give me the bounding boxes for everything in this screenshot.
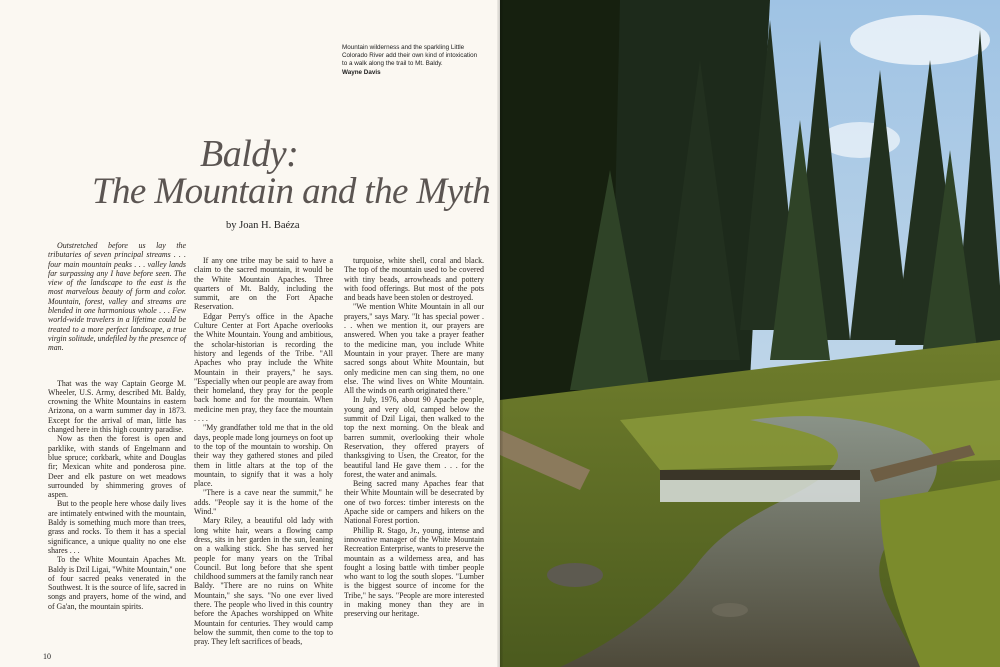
- paragraph: turquoise, white shell, coral and black. The top of the mountain used to be covered with tiny beads, arrowheads and pottery with food offerings. But most of the pots and beads have been stolen or destroyed.: [344, 256, 484, 303]
- byline: by Joan H. Baéza: [226, 220, 300, 231]
- photo-caption: [342, 44, 480, 77]
- paragraph: If any one tribe may be said to have a claim to the sacred mountain, it would be the White Mountain Apaches. Three quarters of Mt. Baldy, including the summit, are on the Fort Apache Reservation.: [194, 256, 333, 312]
- text-column-3: [344, 256, 484, 619]
- paragraph: But to the people here whose daily lives are intimately entwined with the mountain, Baldy is something much more than trees, grass and rocks. To them it has a special significance, a unique quality no one else shares . . .: [48, 499, 186, 555]
- paragraph: Now as then the forest is open and parklike, with stands of Engelmann and blue spruce; corkbark, white and Douglas fir; Mexican white and ponderosa pine. Deer and elk pasture on wet meadows surrounded by shimmering groves of aspen.: [48, 434, 186, 500]
- paragraph: "My grandfather told me that in the old days, people made long journeys on foot up to the top of the mountain to worship. On their way they gathered stones and piled them in little altars at the top of the mountain, to signify that it was a holy place.: [194, 423, 333, 489]
- paragraph: Mary Riley, a beautiful old lady with long white hair, wears a flowing camp dress, sits in her garden in the sun, leaning on a walking stick. She has served her people for many years on the Tribal Council. But long before that she spent childhood summers at the family ranch near Baldy. "There are no ruins on White Mountain," she says. "No one ever lived there. The people who lived in this country before the Apaches worshipped on White Mountain for centuries. They would camp below the summit, then come to the top to pray. They left sacrifices of beads,: [194, 516, 333, 647]
- paragraph: Phillip R. Stago, Jr., young, intense and innovative manager of the White Mountain Recreation Enterprise, wants to preserve the mountain as a wilderness area, and has fought a losing battle with timber people who want to log the south slopes. "Lumber is the biggest source of income for the Tribe," he says. "People are more interested in making money than they are in preserving our heritage.: [344, 525, 484, 619]
- intro-quote: Outstretched before us lay the tributaries of seven principal streams . . . four main mountain peaks . . . valley lands far surpassing any I have before seen. The view of the landscape to the east is the most marvelous beauty of form and color. Mountain, forest, valley and streams are blended in one harmonious whole . . . Few world-wide travelers in a lifetime could be treated to a more perfect landscape, a true virgin solitude, undefiled by the presence of man.: [48, 241, 186, 353]
- paragraph: To the White Mountain Apaches Mt. Baldy is Dzil Ligai, "White Mountain," one of four sacred peaks venerated in the Southwest. It is the source of life, sacred in songs and prayers, home of the wind, and of Ga'an, the mountain spirits.: [48, 555, 186, 611]
- paragraph: "We mention White Mountain in all our prayers," says Mary. "It has special power . . . when we mention it, our prayers are answered. When you take a prayer feather to the medicine man, you include White Mountain in your prayer. There are many sacred songs about White Mountain, but only medicine men can sing them, no one else. The wind lives on White Mountain. All the winds on earth originated there.": [344, 302, 484, 396]
- page-gutter: [497, 0, 503, 667]
- caption-text: Mountain wilderness and the sparkling Little Colorado River add their own kind of intoxication to a walk along the trail to Mt. Baldy.: [342, 44, 478, 68]
- forest-stream-photo: [500, 0, 1000, 667]
- article-title-line1: Baldy:: [200, 133, 299, 175]
- paragraph: That was the way Captain George M. Wheeler, U.S. Army, described Mt. Baldy, crowning the White Mountains in eastern Arizona, on a warm summer day in 1873. Except for the arrival of man, little has changed here in this high country paradise.: [48, 378, 186, 435]
- photo-credit: Wayne Davis: [342, 68, 381, 76]
- article-title-line2: The Mountain and the Myth: [92, 171, 491, 212]
- paragraph: Being sacred many Apaches fear that their White Mountain will be desecrated by one of two forces: timber interests on the Apache side or campers and hikers on the National Forest portion.: [344, 479, 484, 526]
- photo-illustration: [500, 0, 1000, 667]
- text-column-1: [48, 241, 186, 611]
- text-column-2: [194, 256, 333, 646]
- paragraph: "There is a cave near the summit," he adds. "People say it is the home of the Wind.": [194, 488, 333, 517]
- page-number: 10: [43, 652, 51, 661]
- paragraph: In July, 1976, about 90 Apache people, young and very old, camped below the summit of Dzil Ligai, then walked to the top the next morning. On the bleak and barren summit, overlooking their whole Reservation, they offered prayers of thanksgiving to Usen, the Creator, for the beautiful land He gave them . . . for the forest, the water and animals.: [344, 395, 484, 479]
- paragraph: Edgar Perry's office in the Apache Culture Center at Fort Apache overlooks the White Mountain. Young and ambitious, the scholar-historian is recording the history and legends of the Tribe. "All Apaches who pray include the White Mountain in their prayers," he says. "Especially when our people are away from their homeland, they pray for the people back home and for the mountain. When medicine men pray, they face the mountain . . . .: [194, 311, 333, 424]
